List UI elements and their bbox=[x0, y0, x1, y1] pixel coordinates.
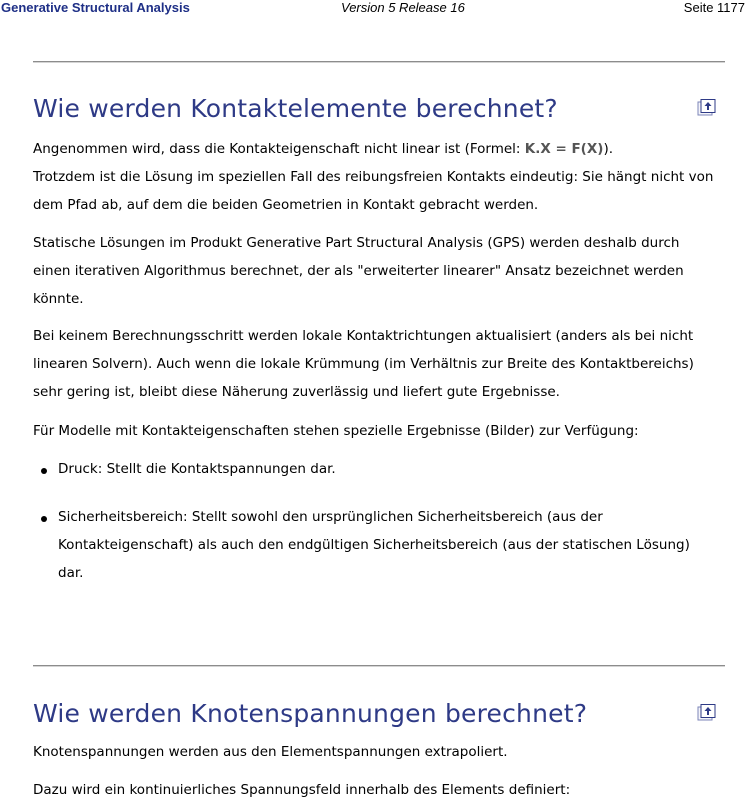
section-divider bbox=[33, 665, 725, 667]
section-heading: Wie werden Kontaktelemente berechnet? bbox=[33, 94, 558, 123]
paragraph: Angenommen wird, dass die Kontakteigenschaft nicht linear ist (Formel: K.X = F(X)). bbox=[33, 141, 613, 157]
paragraph: Bei keinem Berechnungsschritt werden lokale Kontaktrichtungen aktualisiert (anders als bei nicht linearen Solvern). Auch wenn die lokale Krümmung (im Verhältnis zur Breite des Kontaktbereichs) sehr gering ist, bleibt diese Näherung zuverlässig und liefert gute Ergebnisse. bbox=[33, 328, 694, 400]
document-title: Generative Structural Analysis bbox=[1, 0, 190, 15]
list-item-text: Druck: Stellt die Kontaktspannungen dar. bbox=[58, 461, 336, 477]
paragraph: Statische Lösungen im Produkt Generative Part Structural Analysis (GPS) werden deshalb durch einen iterativen Algorithmus berechnet, der als "erweiterter linearer" Ansatz bezeichnet werden könnte. bbox=[33, 235, 684, 307]
paragraph: Knotenspannungen werden aus den Elementspannungen extrapoliert. bbox=[33, 744, 508, 760]
bullet-icon bbox=[41, 516, 47, 522]
version-label: Version 5 Release 16 bbox=[341, 0, 465, 15]
page-number: Seite 1177 bbox=[683, 0, 745, 15]
paragraph: Dazu wird ein kontinuierliches Spannungsfeld innerhalb des Elements definiert: bbox=[33, 782, 571, 798]
paragraph: Trotzdem ist die Lösung im speziellen Fall des reibungsfreien Kontakts eindeutig: Sie hängt nicht von dem Pfad ab, auf dem die beiden Geometrien in Kontakt gebracht werden. bbox=[33, 169, 714, 213]
list-item-text: Sicherheitsbereich: Stellt sowohl den ursprünglichen Sicherheitsbereich (aus der Kontakteigenschaft) als auch den endgültigen Sicherheitsbereich (aus der statischen Lösung) dar. bbox=[58, 509, 690, 581]
section-heading: Wie werden Knotenspannungen berechnet? bbox=[33, 699, 588, 728]
bullet-icon bbox=[41, 468, 47, 474]
back-to-top-icon[interactable] bbox=[697, 704, 716, 721]
section-divider bbox=[33, 61, 725, 63]
paragraph: Für Modelle mit Kontakteigenschaften stehen spezielle Ergebnisse (Bilder) zur Verfügung: bbox=[33, 423, 639, 439]
formula: K.X = F(X) bbox=[524, 141, 604, 157]
back-to-top-icon[interactable] bbox=[697, 99, 716, 116]
